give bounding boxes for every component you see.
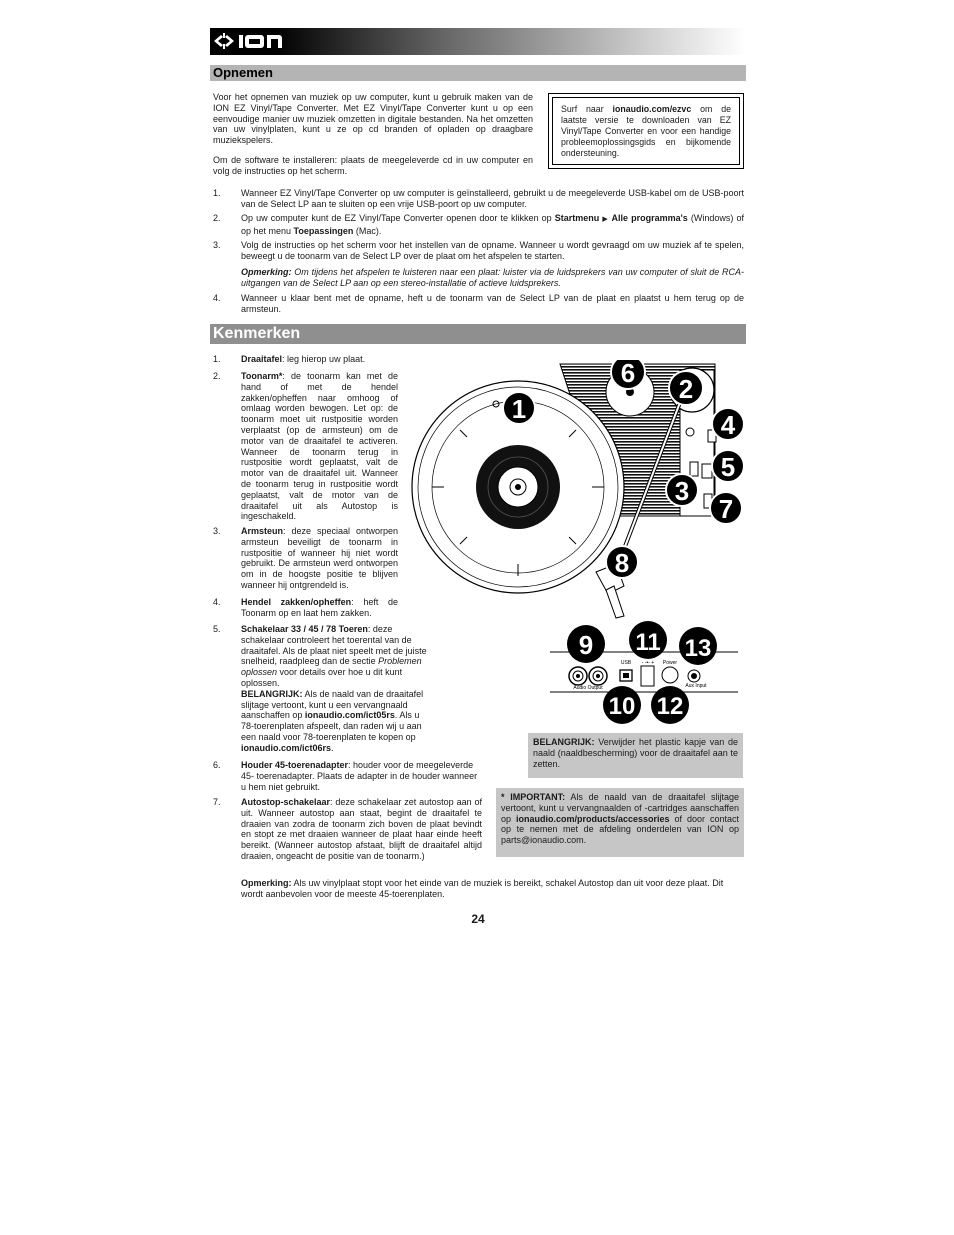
step-number: 2. [213, 213, 221, 223]
step-text: Wanneer u klaar bent met de opname, heft u de toonarm van de Select LP van de plaat en plaatst u hem terug op de armsteun. [241, 293, 744, 314]
surf-info-text: Surf naar ionaudio.com/ezvc om de laatste versie te downloaden van EZ Vinyl/Tape Converter en voor een handige probleemoplossingsgids en bijkomende ondersteuning. [552, 97, 740, 165]
feature-number: 1. [213, 354, 221, 364]
badge-3: 3 [674, 476, 690, 506]
badge-12: 12 [656, 693, 684, 720]
badge-10: 10 [608, 693, 636, 720]
feature-schakelaar-toeren: Schakelaar 33 / 45 / 78 Toeren: deze schakelaar controleert het toerental van de draaitafel. Als de plaat niet speelt met de juiste snelheid, raadpleeg dan de sectie Problemen oplossen voor details over hoe u dit kunt oplossen. BELANGRIJK: Als de naald van de draaitafel slijtage vertoont, kunt u een vervangnaald aanschaffen op ionaudio.com/ict05rs. Als u 78-toerenplaten afspeelt, dan raden wij u aan een naald voor 78-toerenplaten te kopen op ionaudio.com/ict06rs. [241, 624, 427, 753]
step-text: Wanneer EZ Vinyl/Tape Converter op uw computer is geïnstalleerd, gebruikt u de meegeleverde USB-kabel om de USB-poort van de Select LP aan te sluiten op een vrije USB-poort op uw computer. [241, 188, 744, 209]
page-number: 24 [471, 912, 485, 926]
feature-number: 6. [213, 760, 221, 770]
feature-hendel: Hendel zakken/opheffen: heft de Toonarm op en laat hem zakken. [241, 597, 398, 618]
feature-number: 7. [213, 797, 221, 807]
badge-1: 1 [511, 394, 527, 424]
turntable-diagram [410, 360, 745, 630]
recording-note: Opmerking: Om tijdens het afspelen te luisteren naar een plaat: luister via de luidsprekers van uw computer of sluit de RCA-uitgangen van de Select LP aan op een stereo-installatie of actieve luidsprekers. [241, 267, 744, 288]
surf-info-box [548, 93, 744, 169]
feature-autostop: Autostop-schakelaar: deze schakelaar zet autostop aan of uit. Wanneer autostop aan staat, begint de draaitafel te draaien van zodra de toonarm zich boven de plaat bevindt en stopt ze met draaien wanneer de plaat haar einde heeft bereikt. (Wanneer autostop afstaat, blijft de draaitafel altijd draaien, ongeacht de positie van de toonarm.) [241, 797, 482, 861]
step-text: Op uw computer kunt de EZ Vinyl/Tape Converter openen door te klikken op Startmenu ▶ Alle programma's (Windows) of op het menu Toepassingen (Mac). [241, 213, 744, 236]
badge-8: 8 [614, 548, 630, 578]
rear-panel-diagram [546, 620, 744, 730]
label-dc: - -•- + [641, 660, 655, 666]
ion-logo [212, 31, 286, 52]
ict06rs-link[interactable]: ionaudio.com/ict06rs [241, 742, 332, 753]
step-number: 4. [213, 293, 221, 303]
accessories-link[interactable]: ionaudio.com/products/accessories [515, 813, 670, 824]
badge-11: 11 [635, 629, 661, 656]
important-box: * IMPORTANT: Als de naald van de draaitafel slijtage vertoont, kunt u vervangnaalden of -cartridges aanschaffen op ionaudio.com/products/accessories of door contact op te nemen met de afdeling onderdelen van ION op parts@ionaudio.com. [496, 788, 744, 857]
badge-5: 5 [720, 452, 736, 482]
ezvc-link[interactable]: ionaudio.com/ezvc [612, 104, 692, 114]
badge-7: 7 [718, 494, 734, 524]
label-audio-output: Audio Output [573, 685, 603, 691]
intro-paragraph-2: Om de software te installeren: plaats de meegeleverde cd in uw computer en volg de instructies op het scherm. [213, 155, 533, 176]
feature-number: 3. [213, 526, 221, 536]
step-text: Volg de instructies op het scherm voor het instellen van de opname. Wanneer u wordt gevraagd om uw muziek af te spelen, beweegt u de toonarm van de Select LP over de plaat om het afspelen te starten. [241, 240, 744, 261]
section-heading-opnemen: Opnemen [210, 65, 746, 81]
label-usb: USB [620, 660, 632, 666]
belangrijk-box: BELANGRIJK: Verwijder het plastic kapje van de naald (naaldbescherming) voor de draaitafel aan te zetten. [528, 733, 743, 778]
badge-9: 9 [578, 630, 594, 660]
feature-number: 4. [213, 597, 221, 607]
feature-toonarm: Toonarm*: de toonarm kan met de hand of met de hendel zakken/opheffen naar omhoog of omlaag worden bewogen. Let op: de toonarm moet uit rustpositie worden verplaatst (op de armsteun) om de motor van de draaitafel te activeren. Wanneer de toonarm terug in rustpositie wordt geplaatst, valt de motor van de draaitafel uit. Wanneer de toonarm terug in rustpositie wordt geplaatst, valt de motor van de draaitafel uit als Autostop is ingeschakeld. [241, 371, 398, 522]
section-heading-kenmerken: Kenmerken [210, 324, 746, 344]
feature-draaitafel: Draaitafel: leg hierop uw plaat. [241, 354, 366, 364]
badge-2: 2 [678, 374, 694, 404]
feature-houder-adapter: Houder 45-toerenadapter: houder voor de meegeleverde 45- toerenadapter. Plaats de adapter in de houder wanneer u hem niet gebruikt. [241, 760, 478, 792]
label-aux-input: Aux Input [685, 683, 707, 689]
badge-4: 4 [720, 410, 736, 440]
badge-13: 13 [684, 635, 712, 662]
feature-armsteun: Armsteun: deze speciaal ontworpen armsteun beveiligt de toonarm in rustpositie of wanneer hij niet wordt gebruikt. De armsteun werd ontworpen om in de hoogste positie te blijven wanneer hij ontgrendeld is. [241, 526, 398, 590]
step-number: 3. [213, 240, 221, 250]
badge-6: 6 [620, 360, 636, 388]
step-number: 1. [213, 188, 221, 198]
feature-number: 5. [213, 624, 221, 634]
final-note: Opmerking: Als uw vinylplaat stopt voor het einde van de muziek is bereikt, schakel Autostop dan uit voor deze plaat. Dit wordt aanbevolen voor de meeste 45-toerenplaten. [241, 878, 724, 899]
label-power: Power [662, 660, 678, 666]
header-banner [210, 28, 746, 55]
ict05rs-link[interactable]: ionaudio.com/ict05rs [304, 710, 395, 721]
feature-number: 2. [213, 371, 221, 381]
arrow-right-icon: ▶ [602, 216, 609, 223]
intro-paragraph-1: Voor het opnemen van muziek op uw computer, kunt u gebruik maken van de ION EZ Vinyl/Tape Converter. Met EZ Vinyl/Tape Converter kunt u op een eenvoudige manier uw muziek omzetten in digitale bestanden. Na het omzetten van uw vinylplaten, kunt u ze op cd branden of opladen op draagbare muziekspelers. [213, 92, 533, 146]
